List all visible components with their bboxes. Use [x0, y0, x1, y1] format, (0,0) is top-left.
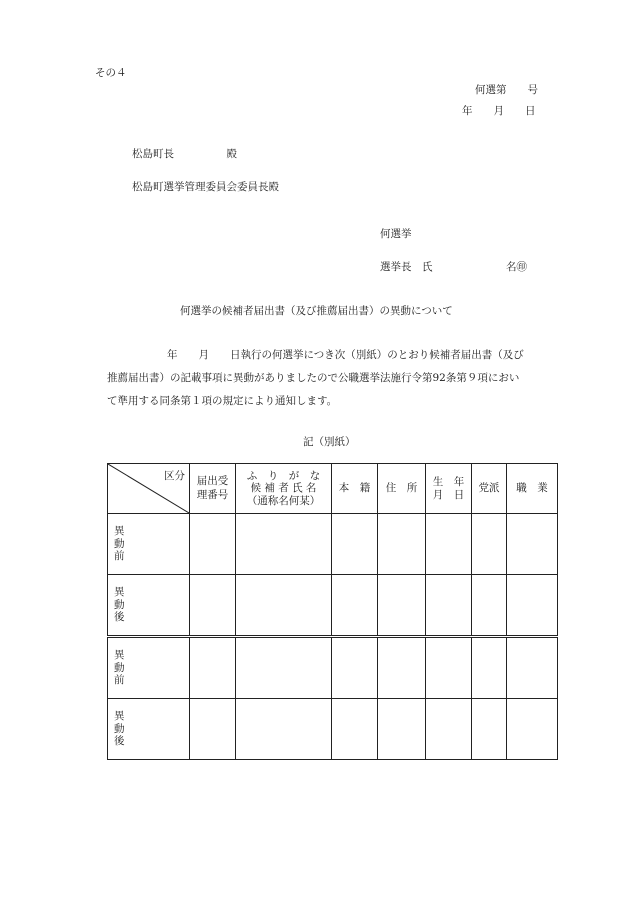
cell-occupation — [507, 514, 558, 575]
table-row — [108, 514, 558, 575]
cell-occupation — [507, 637, 558, 699]
row-label: 異 動 前 — [108, 514, 190, 575]
header-occupation: 職 業 — [507, 464, 558, 514]
sender-manager: 選挙長 氏 名㊞ — [380, 261, 527, 273]
document-title: 何選挙の候補者届出書（及び推薦届出書）の異動について — [180, 305, 453, 317]
cell-domicile — [332, 637, 378, 699]
document-date: 年 月 日 — [462, 105, 536, 117]
cell-birthdate — [426, 514, 472, 575]
cell-occupation — [507, 575, 558, 637]
table-row — [108, 637, 558, 699]
sender-election: 何選挙 — [380, 228, 412, 240]
cell-party — [472, 699, 507, 760]
corner-label: 区分 — [164, 470, 185, 482]
cell-name — [236, 699, 332, 760]
document-number: 何選第 号 — [475, 84, 538, 96]
header-birthdate — [426, 464, 472, 514]
body-line-2-text: 推薦届出書）の記載事項に異動がありましたので公職選挙法施行令第92条第９項にお — [107, 372, 509, 384]
header-furigana: ふ り が な — [246, 469, 321, 482]
change-table — [107, 463, 558, 760]
row-label: 異 動 後 — [108, 575, 190, 637]
header-name: 候 補 者 氏 名 — [250, 482, 317, 495]
form-number: その４ — [95, 67, 127, 79]
header-birth-top: 生 年 — [432, 475, 465, 488]
cell-domicile — [332, 575, 378, 637]
corner-cell — [108, 464, 190, 514]
cell-birthdate — [426, 637, 472, 699]
header-alias: （通称名何某） — [246, 494, 321, 507]
header-candidate-name — [236, 464, 332, 514]
header-birth-bottom: 月 日 — [432, 488, 465, 501]
body-line-2-tail: い — [508, 372, 520, 384]
addressee-mayor: 松島町長 殿 — [132, 148, 237, 160]
cell-filing-no — [190, 514, 236, 575]
header-domicile: 本 籍 — [332, 464, 378, 514]
header-address: 住 所 — [378, 464, 426, 514]
body-line-2 — [107, 373, 519, 384]
cell-party — [472, 514, 507, 575]
cell-filing-no — [190, 575, 236, 637]
body-line-1: 年 月 日執行の何選挙につき次（別紙）のとおり候補者届出書（及び — [167, 349, 524, 361]
cell-party — [472, 637, 507, 699]
header-filing-no — [190, 464, 236, 514]
header-party: 党派 — [472, 464, 507, 514]
table-row — [108, 575, 558, 637]
table-header-row — [108, 464, 558, 514]
cell-address — [378, 575, 426, 637]
cell-name — [236, 575, 332, 637]
cell-domicile — [332, 514, 378, 575]
addressee-committee-chair: 松島町選挙管理委員会委員長殿 — [132, 181, 279, 193]
table-row — [108, 699, 558, 760]
cell-address — [378, 699, 426, 760]
row-label: 異 動 前 — [108, 637, 190, 699]
cell-birthdate — [426, 575, 472, 637]
cell-address — [378, 637, 426, 699]
cell-filing-no — [190, 699, 236, 760]
cell-name — [236, 514, 332, 575]
cell-birthdate — [426, 699, 472, 760]
row-label: 異 動 後 — [108, 699, 190, 760]
cell-occupation — [507, 699, 558, 760]
note-heading: 記（別紙） — [303, 436, 356, 448]
cell-name — [236, 637, 332, 699]
cell-address — [378, 514, 426, 575]
body-line-3: て準用する同条第１項の規定により通知します。 — [107, 395, 338, 407]
cell-domicile — [332, 699, 378, 760]
cell-party — [472, 575, 507, 637]
header-filing-no-label: 届出受理番号 — [196, 475, 229, 501]
cell-filing-no — [190, 637, 236, 699]
